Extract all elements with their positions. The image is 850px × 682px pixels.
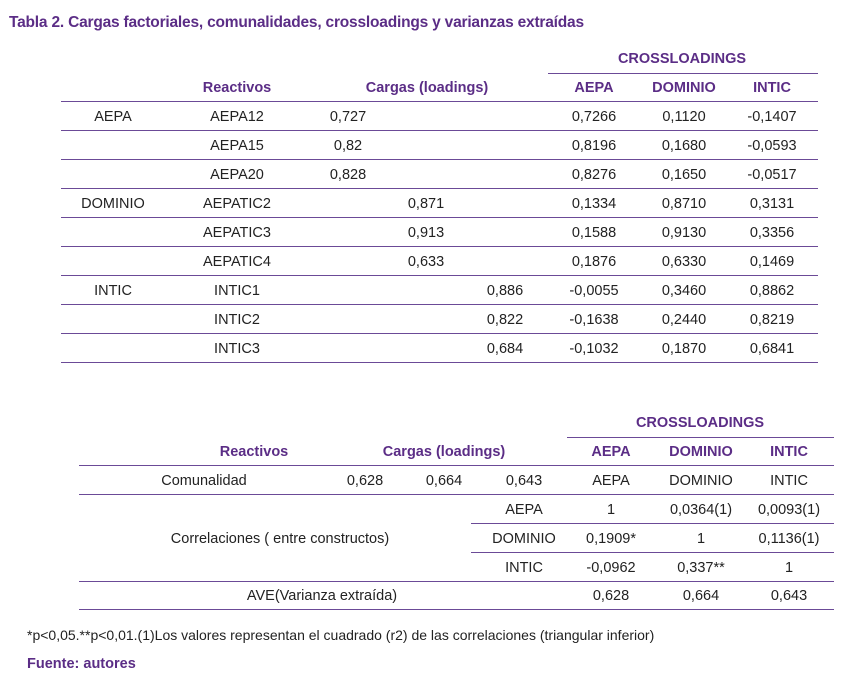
- corr-cell: 0,337**: [677, 560, 725, 576]
- ave-value: 0,664: [682, 588, 720, 604]
- header-dominio: DOMINIO: [652, 80, 716, 96]
- crossloading-intic: 0,6841: [749, 341, 795, 357]
- crossloading-dominio: 0,1680: [661, 138, 707, 154]
- header-cargas: Cargas (loadings): [365, 80, 489, 96]
- divider: [61, 101, 818, 102]
- corr-cell: 1: [696, 531, 706, 547]
- corr-cell: 0,0364(1): [669, 502, 733, 518]
- crossloading-aepa: 0,1588: [571, 225, 617, 241]
- item-label: AEPATIC3: [203, 225, 271, 241]
- corr-cell: 0,0093(1): [757, 502, 821, 518]
- crossloading-dominio: 0,2440: [661, 312, 707, 328]
- crossloading-intic: -0,0517: [747, 167, 797, 183]
- item-label: AEPA12: [210, 109, 264, 125]
- header-intic: INTIC: [770, 444, 808, 460]
- crossloading-intic: 0,8862: [749, 283, 795, 299]
- header-cargas: Cargas (loadings): [382, 444, 506, 460]
- comunalidad-col-dominio: DOMINIO: [669, 473, 733, 489]
- loading-value: 0,828: [329, 167, 367, 183]
- loading-value: 0,684: [486, 341, 524, 357]
- divider: [61, 304, 818, 305]
- comunalidad-label: Comunalidad: [161, 473, 247, 489]
- item-label: INTIC2: [214, 312, 260, 328]
- item-label: INTIC1: [214, 283, 260, 299]
- loading-value: 0,727: [329, 109, 367, 125]
- header-reactivos: Reactivos: [202, 80, 272, 96]
- divider: [61, 217, 818, 218]
- construct-label: DOMINIO: [81, 196, 145, 212]
- loading-value: 0,633: [407, 254, 445, 270]
- item-label: AEPA15: [210, 138, 264, 154]
- construct-label: INTIC: [94, 283, 132, 299]
- comunalidad-value: 0,643: [505, 473, 543, 489]
- corr-cell: 1: [784, 560, 794, 576]
- comunalidad-value: 0,628: [346, 473, 384, 489]
- crossloading-intic: -0,1407: [747, 109, 797, 125]
- crossloading-dominio: 0,1120: [662, 109, 706, 125]
- divider: [471, 523, 834, 524]
- divider: [61, 333, 818, 334]
- crossloading-aepa: 0,1876: [571, 254, 617, 270]
- crossloading-dominio: 0,1650: [661, 167, 707, 183]
- correlaciones-label: Correlaciones ( entre constructos): [170, 531, 390, 547]
- divider: [61, 130, 818, 131]
- crossloading-aepa: 0,8196: [571, 138, 617, 154]
- header-intic: INTIC: [753, 80, 791, 96]
- crossloading-dominio: 0,9130: [661, 225, 707, 241]
- corr-cell: 0,1136(1): [758, 531, 820, 547]
- ave-value: 0,643: [770, 588, 808, 604]
- divider: [61, 159, 818, 160]
- loading-value: 0,822: [486, 312, 524, 328]
- item-label: INTIC3: [214, 341, 260, 357]
- corr-cell: 0,1909*: [586, 531, 636, 547]
- corr-cell: -0,0962: [586, 560, 636, 576]
- divider: [567, 437, 834, 438]
- crossloading-intic: 0,3131: [749, 196, 795, 212]
- crossloading-intic: 0,8219: [749, 312, 795, 328]
- crossloadings-header: CROSSLOADINGS: [617, 51, 747, 67]
- crossloading-dominio: 0,1870: [661, 341, 707, 357]
- divider: [61, 362, 818, 363]
- divider: [548, 73, 818, 74]
- divider: [61, 188, 818, 189]
- loading-value: 0,82: [333, 138, 363, 154]
- ave-value: 0,628: [592, 588, 630, 604]
- crossloading-aepa: -0,1032: [569, 341, 619, 357]
- crossloading-aepa: 0,1334: [571, 196, 617, 212]
- crossloading-intic: 0,3356: [749, 225, 795, 241]
- loading-value: 0,871: [407, 196, 445, 212]
- item-label: AEPATIC4: [203, 254, 271, 270]
- crossloading-dominio: 0,6330: [661, 254, 707, 270]
- table-caption: Tabla 2. Cargas factoriales, comunalidades, crossloadings y varianzas extraídas: [9, 14, 584, 31]
- divider: [79, 494, 834, 495]
- divider: [61, 275, 818, 276]
- crossloadings-header: CROSSLOADINGS: [635, 415, 765, 431]
- corr-row-name: INTIC: [505, 560, 543, 576]
- comunalidad-value: 0,664: [425, 473, 463, 489]
- divider: [471, 552, 834, 553]
- header-reactivos: Reactivos: [219, 444, 289, 460]
- footnote: *p<0,05.**p<0,01.(1)Los valores representan el cuadrado (r2) de las correlaciones (triangular inferior): [27, 627, 655, 643]
- crossloading-aepa: -0,1638: [569, 312, 619, 328]
- comunalidad-col-aepa: AEPA: [592, 473, 630, 489]
- divider: [61, 246, 818, 247]
- loading-value: 0,913: [407, 225, 445, 241]
- source-note: Fuente: autores: [27, 656, 136, 672]
- crossloading-aepa: 0,8276: [571, 167, 617, 183]
- divider: [79, 609, 834, 610]
- crossloading-intic: -0,0593: [747, 138, 797, 154]
- corr-row-name: DOMINIO: [492, 531, 556, 547]
- header-aepa: AEPA: [591, 444, 631, 460]
- corr-row-name: AEPA: [505, 502, 543, 518]
- ave-label: AVE(Varianza extraída): [246, 588, 398, 604]
- comunalidad-col-intic: INTIC: [770, 473, 808, 489]
- crossloading-dominio: 0,3460: [661, 283, 707, 299]
- header-dominio: DOMINIO: [669, 444, 733, 460]
- divider: [79, 465, 834, 466]
- crossloading-aepa: -0,0055: [569, 283, 619, 299]
- crossloading-dominio: 0,8710: [661, 196, 707, 212]
- construct-label: AEPA: [94, 109, 132, 125]
- crossloading-aepa: 0,7266: [571, 109, 617, 125]
- divider: [79, 581, 834, 582]
- corr-cell: 1: [606, 502, 616, 518]
- item-label: AEPATIC2: [203, 196, 271, 212]
- item-label: AEPA20: [210, 167, 264, 183]
- crossloading-intic: 0,1469: [749, 254, 795, 270]
- loading-value: 0,886: [486, 283, 524, 299]
- header-aepa: AEPA: [574, 80, 614, 96]
